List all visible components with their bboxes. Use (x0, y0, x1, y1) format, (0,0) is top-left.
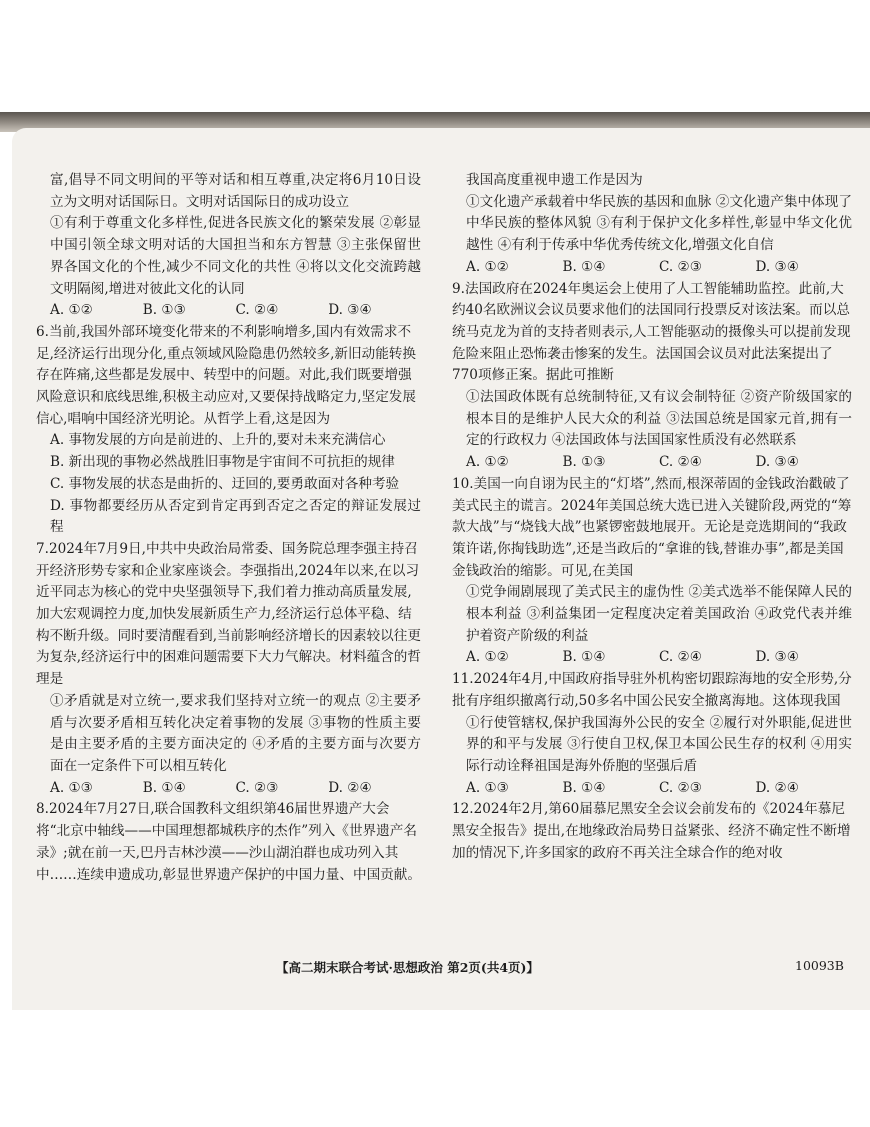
answer-option: C. ②③ (659, 779, 702, 796)
question-text: ①文化遗产承载着中华民族的基因和血脉 ②文化遗产集中体现了中华民族的整体风貌 ③有利于保护文化多样性,彰显中华文化优越性 ④有利于传承中华优秀传统文化,增强文化自信 (466, 193, 852, 254)
answer-options (36, 778, 421, 800)
question-stem: 9.法国政府在2024年奥运会上使用了人工智能辅助监控。此前,大约40名欧洲议会议员要求他们的法国同行投票反对该法案。而以总统马克龙为首的支持者则表示,人工智能驱动的摄像头可以提前发现危险来阻止恐怖袭击惨案的发生。法国国会议员对此法案提出了770项修正案。据此可推断 (452, 280, 851, 384)
question-stem: 12.2024年2月,第60届慕尼黑安全会议会前发布的《2024年慕尼黑安全报告》提出,在地缘政治局势日益紧张、经济不确定性不断增加的情况下,许多国家的政府不再关注全球合作的绝对收 (452, 801, 851, 861)
question-stem: 10.美国一向自诩为民主的“灯塔”,然而,根深蒂固的金钱政治戳破了美式民主的谎言。2024年美国总统大选已进入关键阶段,两党的“筹款大战”与“烧钱大战”也紧锣密鼓地展开。无论是竞选期间的“我政策许诺,你掏钱助选”,还是当政后的“拿谁的钱,替谁办事”,都是美国金钱政治的缩影。可见,在美国 (452, 475, 852, 579)
question-stem: 8.2024年7月27日,联合国教科文组织第46届世界遗产大会将“北京中轴线——中国理想都城秩序的杰作”列入《世界遗产名录》;就在前一天,巴丹吉林沙漠——沙山湖泊群也成功列入其中……连续申遗成功,彰显世界遗产保护的中国力量、中国贡献。 (36, 801, 421, 883)
answer-option: A. ①② (466, 649, 509, 666)
answer-options (36, 300, 421, 322)
answer-option: B. ①④ (562, 649, 606, 666)
answer-option: D. ③④ (328, 302, 372, 319)
answer-option: C. ②④ (659, 649, 702, 666)
footer-code: 10093B (795, 958, 844, 973)
question-stem: 7.2024年7月9日,中共中央政治局常委、国务院总理李强主持召开经济形势专家和企业家座谈会。李强指出,2024年以来,在以习近平同志为核心的党中央坚强领导下,我们着力推动高质量发展,加大宏观调控力度,加快发展新质生产力,经济运行总体平稳、结构不断升级。同时要清醒看到,当前影响经济增长的因素较以往更为复杂,经济运行中的困难问题需要下大力气解决。材料蕴含的哲理是 (36, 540, 421, 688)
question-text: ①党争闹剧展现了美式民主的虚伪性 ②美式选举不能保障人民的根本利益 ③利益集团一定程度决定着美国政治 ④政党代表并维护着资产阶级的利益 (466, 584, 852, 644)
question-text: C. 事物发展的状态是曲折的、迂回的,要勇敢面对各种考验 (50, 475, 400, 492)
answer-option: D. ③④ (755, 454, 799, 471)
answer-option: A. ①③ (466, 779, 509, 796)
question-text: 富,倡导不同文明间的平等对话和相互尊重,决定将6月10日设立为文明对话国际日。文明对话国际日的成功设立 (50, 172, 421, 210)
question-text: ①有利于尊重文化多样性,促进各民族文化的繁荣发展 ②彰显中国引领全球文明对话的大国担当和东方智慧 ③主张保留世界各国文化的个性,减少不同文化的共性 ④将以文化交流跨越文明隔阂,增进对彼此文化的认同 (50, 215, 421, 297)
answer-option: B. ①④ (562, 779, 606, 796)
answer-option: C. ②④ (235, 302, 279, 319)
answer-options (452, 452, 852, 474)
footer-title: 【高二期末联合考试·思想政治 第2页(共4页)】 (276, 960, 539, 975)
question-text: 我国高度重视申遗工作是因为 (466, 172, 643, 188)
answer-options (452, 778, 852, 800)
answer-option: A. ①② (50, 302, 93, 319)
answer-option: B. ①③ (142, 302, 186, 319)
answer-option: A. ①② (466, 258, 509, 275)
answer-option: B. ①④ (142, 779, 186, 796)
question-text: ①法国政体既有总统制特征,又有议会制特征 ②资产阶级国家的根本目的是维护人民大众的利益 ③法国总统是国家元首,拥有一定的行政权力 ④法国政体与法国国家性质没有必然联系 (466, 389, 852, 449)
answer-option: D. ②④ (328, 779, 372, 796)
answer-option: C. ②③ (659, 258, 702, 275)
left-column (36, 170, 421, 886)
question-text: D. 事物都要经历从否定到肯定再到否定之否定的辩证发展过程 (50, 497, 421, 536)
answer-options (452, 257, 852, 279)
question-text: ①行使管辖权,保护我国海外公民的安全 ②履行对外职能,促进世界的和平与发展 ③行使自卫权,保卫本国公民生存的权利 ④用实际行动诠释祖国是海外侨胞的坚强后盾 (466, 714, 852, 774)
answer-option: A. ①② (466, 454, 509, 471)
answer-option: D. ③④ (755, 258, 799, 275)
answer-option: C. ②④ (659, 454, 702, 471)
question-text: B. 新出现的事物必然战胜旧事物是宇宙间不可抗拒的规律 (50, 454, 395, 471)
answer-options (452, 647, 852, 669)
right-column (452, 170, 852, 865)
question-stem: 11.2024年4月,中国政府指导驻外机构密切跟踪海地的安全形势,分批有序组织撤离行动,50多名中国公民安全撤离海地。这体现我国 (452, 671, 852, 709)
answer-option: B. ①④ (562, 258, 606, 275)
answer-option: D. ②④ (755, 779, 799, 796)
answer-option: C. ②③ (235, 779, 279, 796)
answer-option: B. ①③ (562, 454, 606, 471)
question-stem: 6.当前,我国外部环境变化带来的不利影响增多,国内有效需求不足,经济运行出现分化,重点领域风险隐患仍然较多,新旧动能转换存在阵痛,这些都是发展中、转型中的问题。对此,我们既要增强风险意识和底线思维,积极主动应对,又要保持战略定力,坚定发展信心,唱响中国经济光明论。从哲学上看,这是因为 (36, 323, 416, 427)
answer-option: D. ③④ (755, 649, 799, 666)
answer-option: A. ①③ (50, 779, 93, 796)
question-text: A. 事物发展的方向是前进的、上升的,要对未来充满信心 (50, 432, 386, 449)
question-text: ①矛盾就是对立统一,要求我们坚持对立统一的观点 ②主要矛盾与次要矛盾相互转化决定着事物的发展 ③事物的性质主要是由主要矛盾的主要方面决定的 ④矛盾的主要方面与次要方面在一定条件下可以相互转化 (50, 692, 421, 774)
